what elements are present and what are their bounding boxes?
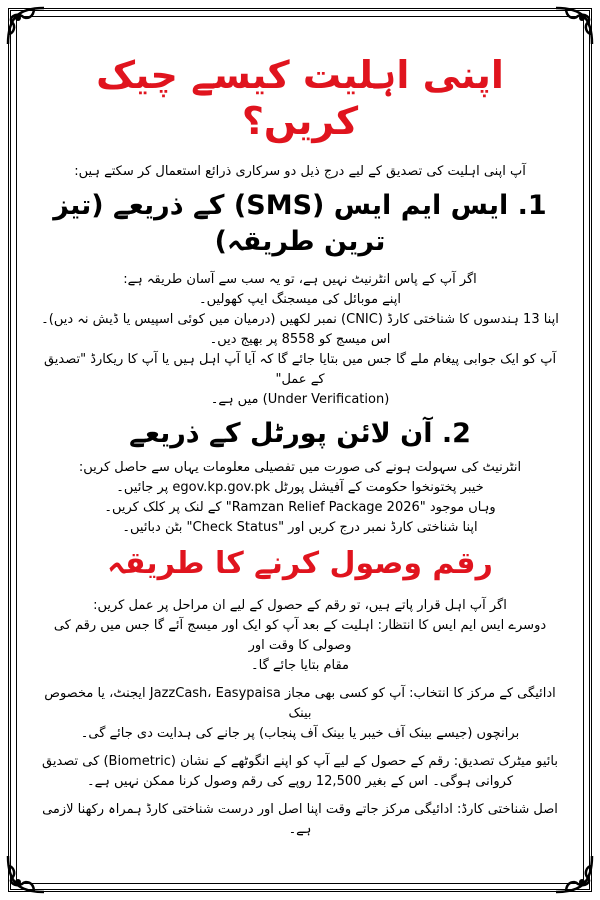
payment-step: دوسرے ایس ایم ایس کا انتظار: اہلیت کے بعد آپ کو ایک اور میسج آئے گا جس میں رقم کی وصولی کا وقت اور — [53, 618, 547, 653]
portal-step: خیبر پختونخوا حکومت کے آفیشل پورٹل egov.kp.gov.pk پر جائیں۔ — [116, 480, 484, 495]
sms-step: آپ کو ایک جوابی پیغام ملے گا جس میں بتایا جائے گا کہ آیا آپ اہل ہیں یا آپ کا ریکارڈ "تصدیق کے عمل" — [43, 352, 557, 387]
section-heading-payment: رقم وصول کرنے کا طریقہ — [107, 546, 493, 581]
portal-step: اپنا شناختی کارڈ نمبر درج کریں اور "Check Status" بٹن دبائیں۔ — [122, 520, 478, 535]
corner-ornament-icon — [552, 852, 596, 896]
payment-step: برانچوں (جیسے بینک آف خیبر یا بینک آف پنجاب) پر جانے کی ہدایت دی جائے گی۔ — [80, 726, 520, 741]
corner-ornament-icon — [4, 852, 48, 896]
document-content — [38, 52, 562, 840]
payment-step: کروانی ہوگی۔ اس کے بغیر 12,500 روپے کی رقم وصول کرنا ممکن نہیں ہے۔ — [86, 774, 514, 789]
payment-step: ادائیگی کے مرکز کا انتخاب: آپ کو کسی بھی مجاز JazzCash، Easypaisa ایجنٹ، یا مخصوص بینک — [44, 686, 556, 721]
payment-step: بائیو میٹرک تصدیق: رقم کے حصول کے لیے آپ کو اپنے انگوٹھے کے نشان (Biometric) کی تصدیق — [42, 754, 558, 769]
portal-step: انٹرنیٹ کی سہولت ہونے کی صورت میں تفصیلی معلومات یہاں سے حاصل کریں: — [78, 460, 522, 475]
sms-step: (Under Verification) میں ہے۔ — [210, 392, 390, 407]
section-heading-sms: 1. ایس ایم ایس (SMS) کے ذریعے (تیز ترین طریقہ) — [53, 190, 547, 257]
payment-step: اگر آپ اہل قرار پاتے ہیں، تو رقم کے حصول کے لیے ان مراحل پر عمل کریں: — [93, 598, 507, 613]
page-title: اپنی اہلیت کیسے چیک کریں؟ — [96, 53, 504, 143]
payment-step: مقام بتایا جائے گا۔ — [250, 658, 350, 673]
section-heading-portal: 2. آن لائن پورٹل کے ذریعے — [129, 418, 471, 449]
payment-step: اصل شناختی کارڈ: ادائیگی مرکز جاتے وقت اپنا اصل اور درست شناختی کارڈ ہمراہ رکھنا لازمی ہے۔ — [42, 802, 558, 837]
sms-step: اگر آپ کے پاس انٹرنیٹ نہیں ہے، تو یہ سب سے آسان طریقہ ہے: — [123, 272, 477, 287]
corner-ornament-icon — [4, 4, 48, 48]
portal-step: وہاں موجود "Ramzan Relief Package 2026" کے لنک پر کلک کریں۔ — [104, 500, 496, 515]
sms-step: اپنے موبائل کی میسجنگ ایپ کھولیں۔ — [199, 292, 401, 307]
intro-text: آپ اپنی اہلیت کی تصدیق کے لیے درج ذیل دو سرکاری ذرائع استعمال کر سکتے ہیں: — [74, 164, 526, 179]
sms-step: اس میسج کو 8558 پر بھیج دیں۔ — [209, 332, 391, 347]
sms-step: اپنا 13 ہندسوں کا شناختی کارڈ (CNIC) نمبر لکھیں (درمیان میں کوئی اسپیس یا ڈیش نہ دیں)۔ — [41, 312, 559, 327]
corner-ornament-icon — [552, 4, 596, 48]
